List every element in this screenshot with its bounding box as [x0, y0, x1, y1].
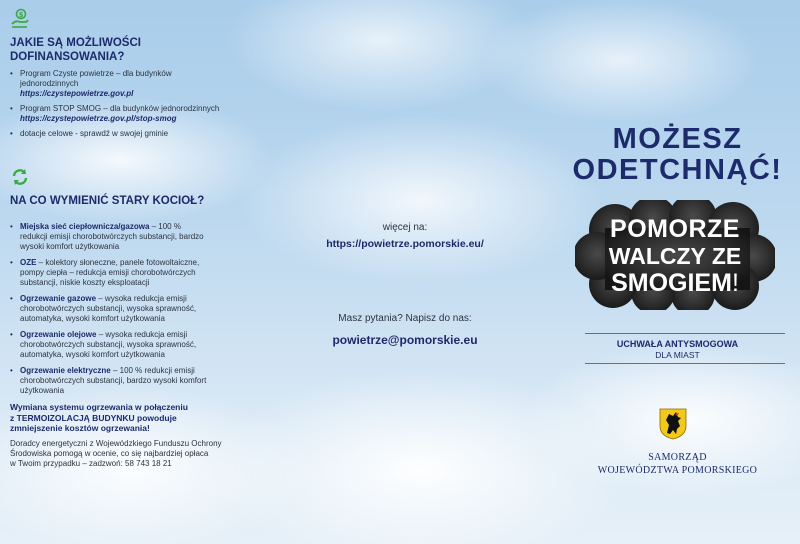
czyste-powietrze-link[interactable]: https://czystepowietrze.gov.pl [20, 89, 134, 98]
advisors-note: Doradcy energetyczni z Wojewódzkiego Funduszu Ochrony Środowiska pomogą w ocenie, co się najbardziej opłaca w Twoim przypadku – zadzwoń: 58 743 18 21 [10, 438, 222, 468]
funding-item: • Program STOP SMOG – dla budynków jednorodzinnych https://czystepowietrze.gov.pl/stop-smog [10, 104, 255, 124]
cloud-line1: POMORZE [610, 215, 740, 243]
funding-list [10, 69, 255, 139]
resolution-title: UCHWAŁA ANTYSMOGOWA [616, 339, 739, 349]
cloud-line3: SMOGIEM! [611, 269, 739, 297]
website-link[interactable]: https://powietrze.pomorskie.eu/ [326, 238, 484, 250]
org-name-line1: SAMORZĄD [648, 452, 707, 463]
boiler-option: • Miejska sieć ciepłownicza/gazowa – 100 % redukcji emisji chorobotwórczych substancji, bardzo wysoki komfort użytkowania [10, 222, 255, 252]
recycle-icon [10, 167, 30, 187]
resolution-subtitle: DLA MIAST [655, 350, 700, 360]
stop-smog-link[interactable]: https://czystepowietrze.gov.pl/stop-smog [20, 114, 177, 123]
org-name-line2: WOJEWÓDZTWA POMORSKIEGO [597, 465, 758, 476]
questions-label: Masz pytania? Napisz do nas: [338, 313, 472, 324]
cloud-line2: WALCZY ZE [608, 243, 742, 269]
funding-heading [10, 36, 255, 64]
boiler-option: • Ogrzewanie olejowe – wysoka redukcja emisji chorobotwórczych substancji, wysoka sprawność, automatyka, wysoki komfort użytkowania [10, 330, 255, 360]
email-link[interactable]: powietrze@pomorskie.eu [332, 333, 478, 347]
boiler-option: • Ogrzewanie gazowe – wysoka redukcja emisji chorobotwórczych substancji, wysoka sprawność, automatyka, wysoki komfort użytkowania [10, 294, 255, 324]
funding-title-line2: DOFINANSOWANIA? [10, 51, 125, 63]
left-panel [10, 8, 255, 469]
headline [555, 124, 800, 186]
funding-title-line1: JAKIE SĄ MOŻLIWOŚCI [10, 37, 141, 49]
boiler-option: • Ogrzewanie elektryczne – 100 % redukcji emisji chorobotwórczych substancji, bardzo wysoki komfort użytkowania [10, 366, 255, 396]
insulation-note: Wymiana systemu ogrzewania w połączeniu z TERMOIZOLACJĄ BUDYNKU powoduje zmniejszenie kosztów ogrzewania! [10, 402, 188, 433]
cloud-slogan [575, 216, 775, 297]
funding-item: • Program Czyste powietrze – dla budynków jednorodzinnych https://czystepowietrze.gov.pl [10, 69, 255, 99]
funding-item: • dotacje celowe - sprawdź w swojej gminie [10, 129, 255, 139]
boiler-option: • OZE – kolektory słoneczne, panele fotowoltaiczne, pompy ciepła – redukcja emisji chorobotwórczych substancji, niskie koszty eksploatacji [10, 258, 255, 288]
headline-line2: ODETCHNĄĆ! [572, 154, 783, 186]
more-label: więcej na: [382, 222, 428, 233]
divider-top [585, 333, 785, 334]
divider-bottom [585, 363, 785, 364]
boiler-title: NA CO WYMIENIĆ STARY KOCIOŁ? [10, 195, 205, 207]
svg-text:$: $ [18, 11, 24, 19]
hand-coin-icon [10, 8, 30, 28]
headline-line1: MOŻESZ [612, 123, 743, 155]
boiler-options-list [10, 222, 255, 396]
coat-of-arms-griffin-icon [659, 408, 687, 440]
